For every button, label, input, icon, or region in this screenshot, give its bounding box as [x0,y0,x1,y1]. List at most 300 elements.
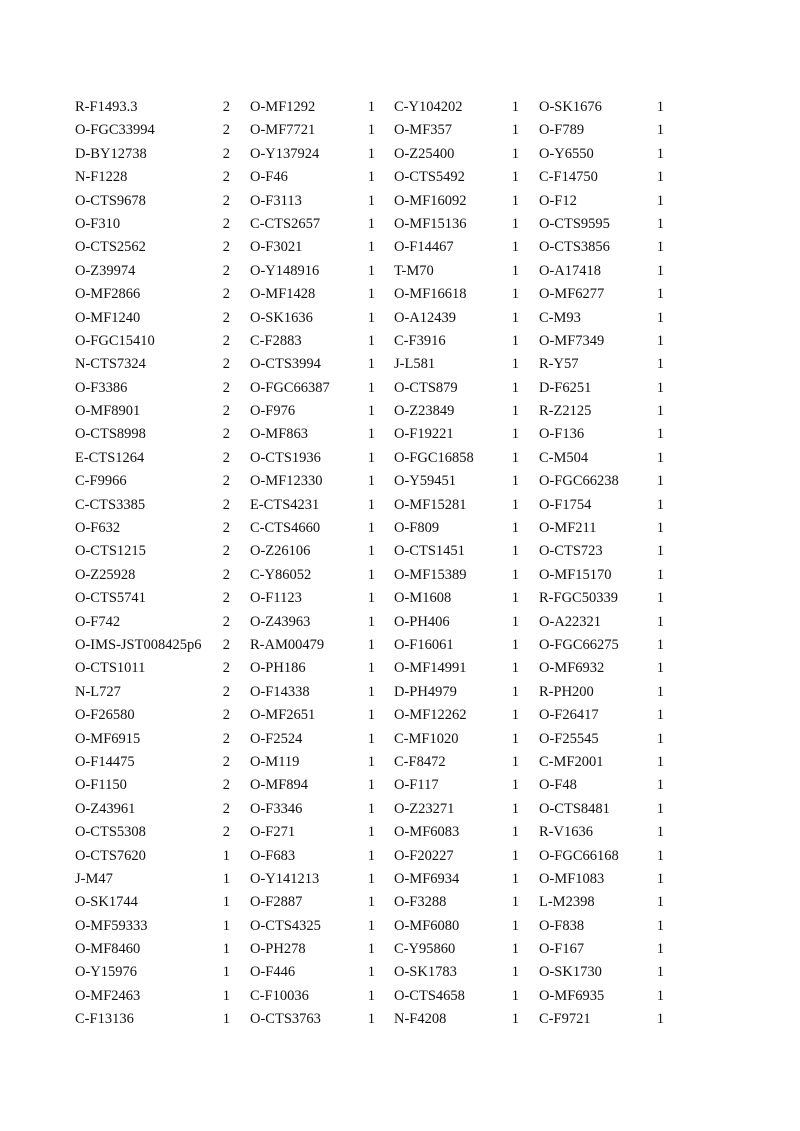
marker-count: 1 [511,496,519,513]
marker-name: L-M2398 [539,894,595,911]
marker-name: O-F3113 [250,192,302,209]
marker-count: 1 [367,777,375,794]
marker-count: 1 [367,262,375,279]
marker-name: O-A22321 [539,613,602,630]
marker-name: O-M119 [250,753,300,770]
marker-name: O-F2524 [250,730,303,747]
marker-count: 2 [222,496,230,513]
marker-count: 1 [367,145,375,162]
table-row [0,1008,800,1031]
marker-name: O-F25545 [539,730,599,747]
marker-count: 1 [656,894,664,911]
marker-count: 2 [222,99,230,115]
marker-name: O-CTS1215 [75,543,146,560]
marker-name: O-CTS9595 [539,215,610,232]
marker-name: O-F136 [539,426,585,443]
marker-count: 2 [222,520,230,537]
marker-name: E-CTS1264 [75,449,145,466]
marker-name: O-CTS7620 [75,847,146,864]
marker-count: 1 [656,215,664,232]
marker-count: 2 [222,379,230,396]
marker-name: D-PH4979 [394,683,457,700]
marker-name: O-MF15281 [394,496,467,513]
marker-count: 1 [367,707,375,724]
marker-name: C-Y86052 [250,566,312,583]
marker-count: 1 [511,286,519,303]
marker-name: O-MF357 [394,122,453,139]
marker-name: O-MF1083 [539,870,605,887]
table-row [0,400,800,423]
marker-count: 1 [367,543,375,560]
marker-count: 1 [511,356,519,373]
table-row [0,353,800,376]
marker-count: 1 [656,286,664,303]
marker-name: O-Z25928 [75,566,136,583]
marker-count: 1 [222,847,230,864]
marker-name: O-MF16092 [394,192,467,209]
table-row [0,377,800,400]
marker-name: O-Z23271 [394,800,455,817]
marker-count: 1 [656,332,664,349]
table-row [0,868,800,891]
marker-name: O-Z25400 [394,145,455,162]
marker-count: 1 [511,824,519,841]
marker-name: C-CTS3385 [75,496,146,513]
marker-name: E-CTS4231 [250,496,320,513]
marker-name: O-Y6550 [539,145,594,162]
marker-name: O-MF6083 [394,824,460,841]
marker-count: 1 [367,379,375,396]
marker-count: 1 [367,122,375,139]
marker-name: O-FGC66275 [539,636,619,653]
marker-count: 2 [222,169,230,186]
marker-name: O-MF15170 [539,566,612,583]
marker-count: 1 [511,473,519,490]
marker-count: 1 [511,169,519,186]
marker-count: 2 [222,777,230,794]
marker-count: 1 [367,613,375,630]
marker-count: 2 [222,449,230,466]
marker-count: 1 [367,99,375,115]
marker-count: 2 [222,239,230,256]
marker-count: 1 [222,917,230,934]
marker-count: 1 [656,262,664,279]
marker-count: 1 [656,122,664,139]
marker-name: O-MF7349 [539,332,605,349]
marker-name: O-SK1730 [539,964,602,981]
table-row [0,470,800,493]
marker-name: O-F2887 [250,894,303,911]
marker-name: R-Y57 [539,356,579,373]
table-row [0,143,800,166]
marker-name: C-CTS2657 [250,215,321,232]
marker-name: O-F789 [539,122,585,139]
marker-count: 2 [222,309,230,326]
marker-name: O-F1150 [75,777,127,794]
marker-name: O-MF1240 [75,309,141,326]
marker-count: 1 [656,543,664,560]
marker-name: O-MF2463 [75,987,141,1004]
marker-count: 1 [367,660,375,677]
marker-count: 1 [367,356,375,373]
marker-name: O-MF8901 [75,403,141,420]
marker-name: O-IMS-JST008425p6 [75,636,202,653]
marker-count: 1 [656,917,664,934]
marker-name: O-F3346 [250,800,303,817]
marker-name: N-F1228 [75,169,128,186]
marker-count: 1 [367,309,375,326]
table-row [0,821,800,844]
table-row [0,915,800,938]
marker-name: O-M1608 [394,590,452,607]
table-row [0,751,800,774]
table-row [0,166,800,189]
table-row [0,564,800,587]
marker-name: R-V1636 [539,824,593,841]
marker-count: 1 [656,636,664,653]
marker-count: 1 [656,660,664,677]
marker-count: 1 [511,730,519,747]
marker-count: 1 [511,964,519,981]
marker-name: O-SK1783 [394,964,457,981]
marker-name: O-Y141213 [250,870,320,887]
marker-count: 2 [222,192,230,209]
marker-name: O-MF59333 [75,917,148,934]
marker-count: 1 [511,403,519,420]
marker-count: 2 [222,122,230,139]
marker-count: 1 [656,800,664,817]
marker-name: O-CTS2562 [75,239,146,256]
table-row [0,330,800,353]
marker-count: 1 [222,987,230,1004]
marker-count: 1 [367,403,375,420]
marker-name: C-F13136 [75,1011,134,1028]
marker-count: 1 [656,941,664,958]
marker-count: 1 [367,1011,375,1028]
table-row [0,260,800,283]
marker-name: R-AM00479 [250,636,325,653]
marker-name: O-Z26106 [250,543,311,560]
marker-count: 2 [222,356,230,373]
marker-count: 1 [367,449,375,466]
marker-count: 1 [656,707,664,724]
table-row [0,517,800,540]
marker-count: 2 [222,800,230,817]
marker-name: C-F9721 [539,1011,591,1028]
marker-name: C-Y104202 [394,99,463,115]
marker-name: O-CTS1936 [250,449,321,466]
marker-name: O-F48 [539,777,577,794]
marker-count: 2 [222,636,230,653]
marker-count: 1 [367,332,375,349]
marker-count: 1 [367,215,375,232]
marker-count: 1 [656,566,664,583]
marker-count: 1 [656,403,664,420]
marker-count: 1 [511,566,519,583]
marker-name: O-MF1428 [250,286,316,303]
marker-name: O-PH406 [394,613,450,630]
marker-name: C-MF1020 [394,730,459,747]
table-row [0,891,800,914]
marker-count: 1 [222,941,230,958]
table-row [0,985,800,1008]
marker-count: 1 [656,496,664,513]
marker-count: 1 [511,987,519,1004]
marker-name: O-F19221 [394,426,454,443]
marker-name: T-M70 [394,262,434,279]
table-row [0,587,800,610]
marker-name: O-F12 [539,192,577,209]
marker-name: R-F1493.3 [75,99,138,115]
marker-count: 1 [367,426,375,443]
marker-name: O-FGC66168 [539,847,619,864]
marker-count: 1 [656,777,664,794]
marker-name: O-Z43961 [75,800,136,817]
marker-count: 1 [511,753,519,770]
marker-name: O-F14475 [75,753,135,770]
marker-name: O-F1123 [250,590,302,607]
marker-name: C-F8472 [394,753,446,770]
marker-count: 1 [656,613,664,630]
marker-count: 2 [222,262,230,279]
marker-name: O-F632 [75,520,121,537]
marker-name: O-CTS4325 [250,917,321,934]
marker-count: 1 [511,145,519,162]
marker-count: 1 [367,730,375,747]
marker-count: 1 [367,566,375,583]
table-row [0,774,800,797]
marker-name: R-PH200 [539,683,594,700]
table-row [0,634,800,657]
marker-count: 1 [656,145,664,162]
marker-name: O-MF863 [250,426,309,443]
marker-name: O-F3021 [250,239,303,256]
marker-name: O-F976 [250,403,296,420]
marker-count: 1 [511,262,519,279]
marker-count: 1 [367,964,375,981]
marker-name: O-MF6080 [394,917,460,934]
marker-name: O-Y137924 [250,145,320,162]
marker-name: N-CTS7324 [75,356,146,373]
marker-count: 1 [511,941,519,958]
marker-name: O-SK1676 [539,99,602,115]
marker-name: C-F14750 [539,169,598,186]
marker-count: 1 [367,683,375,700]
marker-count: 1 [511,520,519,537]
marker-count: 1 [511,707,519,724]
marker-count: 1 [511,239,519,256]
marker-count: 1 [367,496,375,513]
marker-count: 1 [367,590,375,607]
table-row [0,681,800,704]
marker-name: O-MF15389 [394,566,467,583]
marker-count: 1 [367,824,375,841]
table-row [0,540,800,563]
marker-name: O-MF2651 [250,707,316,724]
marker-count: 1 [656,730,664,747]
marker-count: 2 [222,660,230,677]
marker-count: 1 [367,753,375,770]
table-row [0,961,800,984]
marker-count: 1 [656,449,664,466]
table-row [0,938,800,961]
marker-name: C-F3916 [394,332,446,349]
marker-name: C-CTS4660 [250,520,321,537]
marker-name: O-F117 [394,777,439,794]
marker-count: 1 [656,379,664,396]
marker-name: O-CTS8481 [539,800,610,817]
marker-count: 1 [511,590,519,607]
marker-name: O-CTS5741 [75,590,146,607]
marker-name: O-Y148916 [250,262,320,279]
marker-count: 1 [656,870,664,887]
marker-name: O-MF211 [539,520,597,537]
marker-count: 1 [367,941,375,958]
marker-count: 1 [367,169,375,186]
marker-count: 1 [511,215,519,232]
marker-count: 1 [511,636,519,653]
marker-name: O-PH186 [250,660,306,677]
marker-name: O-F838 [539,917,585,934]
marker-name: O-FGC33994 [75,122,155,139]
marker-name: O-CTS5492 [394,169,465,186]
table-row [0,704,800,727]
marker-name: O-F809 [394,520,440,537]
marker-count: 2 [222,730,230,747]
marker-count: 1 [656,590,664,607]
marker-count: 1 [367,473,375,490]
marker-name: O-FGC16858 [394,449,474,466]
marker-name: O-F683 [250,847,296,864]
marker-name: O-Z43963 [250,613,311,630]
marker-count: 2 [222,590,230,607]
marker-name: O-CTS3994 [250,356,321,373]
table-row [0,447,800,470]
marker-name: J-M47 [75,870,113,887]
marker-count: 1 [511,777,519,794]
data-table [0,96,800,1032]
marker-name: O-CTS1011 [75,660,146,677]
marker-count: 1 [511,332,519,349]
marker-count: 1 [656,824,664,841]
marker-count: 1 [656,683,664,700]
marker-count: 1 [511,683,519,700]
marker-name: O-MF6277 [539,286,605,303]
marker-count: 1 [511,379,519,396]
marker-name: C-Y95860 [394,941,456,958]
marker-name: O-CTS3763 [250,1011,321,1028]
marker-name: N-L727 [75,683,121,700]
marker-count: 2 [222,145,230,162]
marker-count: 1 [511,847,519,864]
table-row [0,96,800,119]
marker-count: 1 [656,356,664,373]
table-row [0,423,800,446]
table-row [0,657,800,680]
marker-count: 1 [367,520,375,537]
marker-name: O-Z39974 [75,262,136,279]
marker-name: O-CTS1451 [394,543,465,560]
marker-name: O-F46 [250,169,288,186]
marker-count: 1 [511,894,519,911]
marker-count: 1 [367,847,375,864]
table-row [0,307,800,330]
marker-name: O-FGC66387 [250,379,330,396]
marker-count: 1 [367,192,375,209]
marker-count: 1 [222,870,230,887]
marker-count: 1 [656,1011,664,1028]
marker-count: 1 [511,613,519,630]
marker-name: O-CTS723 [539,543,603,560]
marker-count: 1 [656,964,664,981]
marker-name: O-CTS4658 [394,987,465,1004]
marker-name: O-MF8460 [75,941,141,958]
marker-name: D-BY12738 [75,145,147,162]
table-row [0,236,800,259]
marker-count: 2 [222,543,230,560]
marker-count: 2 [222,707,230,724]
marker-count: 1 [511,309,519,326]
marker-name: O-MF12262 [394,707,467,724]
marker-name: O-F14338 [250,683,310,700]
marker-name: C-M93 [539,309,581,326]
marker-count: 1 [656,239,664,256]
marker-name: O-Z23849 [394,403,455,420]
marker-count: 1 [656,309,664,326]
marker-name: O-FGC66238 [539,473,619,490]
marker-name: O-A17418 [539,262,602,279]
marker-count: 1 [656,753,664,770]
marker-count: 1 [367,917,375,934]
marker-name: O-MF12330 [250,473,323,490]
marker-name: O-CTS9678 [75,192,146,209]
marker-name: O-F3386 [75,379,128,396]
marker-name: O-FGC15410 [75,332,155,349]
marker-count: 2 [222,426,230,443]
marker-count: 2 [222,753,230,770]
marker-count: 1 [656,99,664,115]
marker-name: O-MF16618 [394,286,467,303]
marker-count: 1 [367,239,375,256]
marker-count: 1 [222,1011,230,1028]
table-row [0,283,800,306]
table-row [0,845,800,868]
marker-count: 2 [222,215,230,232]
marker-name: O-F26580 [75,707,135,724]
marker-name: O-CTS3856 [539,239,610,256]
marker-count: 1 [656,847,664,864]
marker-count: 1 [511,870,519,887]
marker-count: 1 [656,520,664,537]
marker-name: O-F3288 [394,894,447,911]
marker-count: 1 [511,426,519,443]
marker-count: 1 [222,964,230,981]
marker-name: O-CTS879 [394,379,458,396]
marker-name: R-FGC50339 [539,590,618,607]
marker-name: D-F6251 [539,379,592,396]
marker-count: 1 [367,286,375,303]
table-row [0,190,800,213]
marker-name: O-CTS8998 [75,426,146,443]
marker-count: 1 [511,122,519,139]
marker-count: 1 [656,473,664,490]
marker-count: 2 [222,286,230,303]
marker-count: 2 [222,403,230,420]
marker-name: J-L581 [394,356,436,373]
marker-count: 2 [222,613,230,630]
marker-name: O-F167 [539,941,585,958]
marker-name: O-F446 [250,964,296,981]
